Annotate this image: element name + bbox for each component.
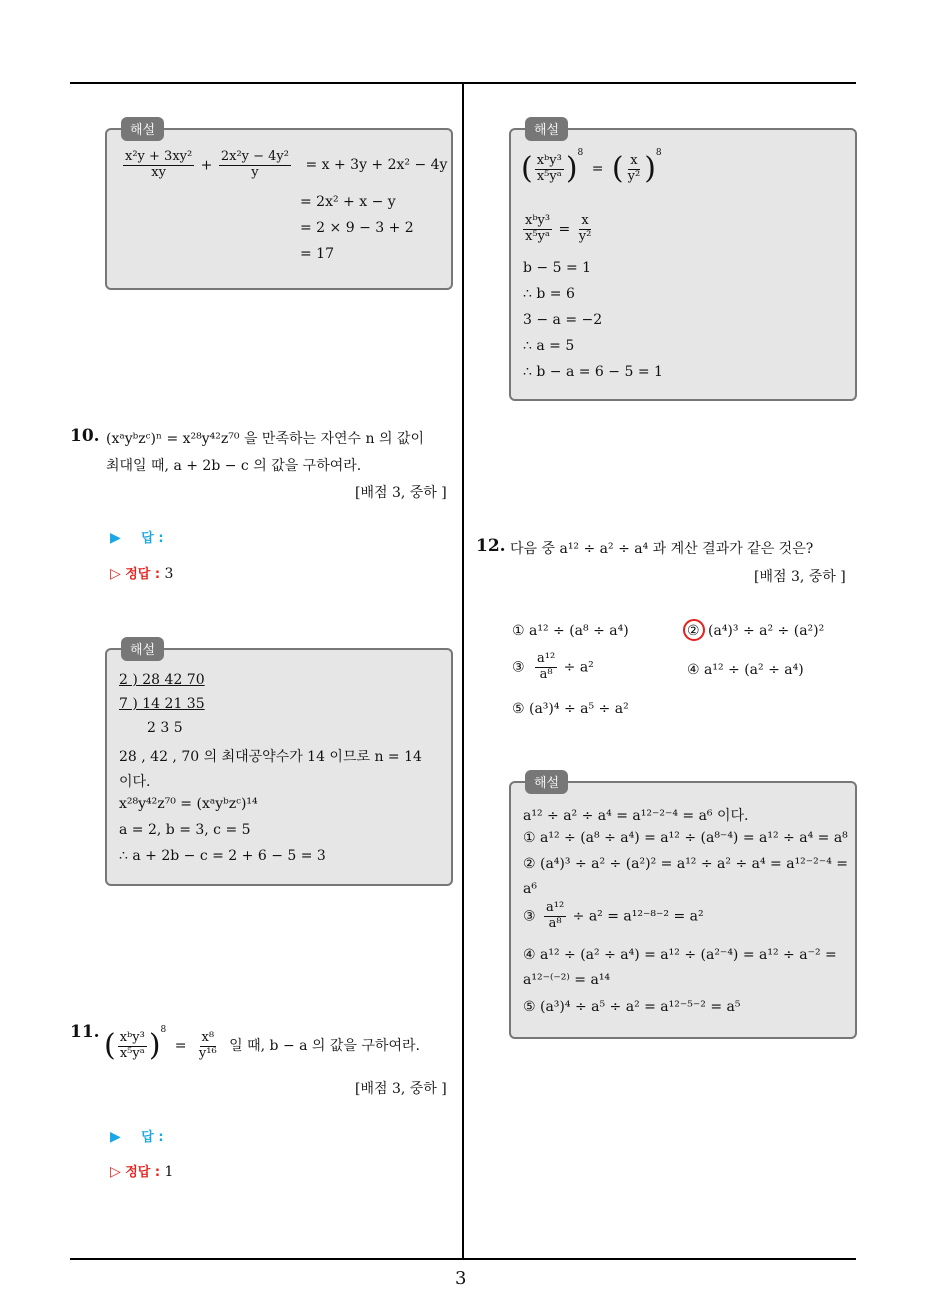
question-11-points: [배점 3, 중하 ] (355, 1081, 447, 1097)
fraction: $\frac{x}{\text{y²}}$ (627, 152, 641, 184)
option-4[interactable]: ④ a¹² ÷ (a² ÷ a⁴) (687, 662, 804, 678)
correct-label: 정답 : (125, 567, 161, 582)
solution-q11-line-5: 3 − a = −2 (523, 312, 603, 328)
solution-q11-line-2: $\frac{\text{xᵇy³}}{\text{x⁵yᵃ}}$ = $\frac{x}{\text{y²}}$ (525, 213, 592, 244)
correct-value: 3 (164, 566, 174, 582)
fraction: $\frac{x}{\text{y²}}$ (578, 213, 592, 244)
fraction: $\frac{\text{xᵇy³}}{\text{x⁵yᵃ}}$ (536, 152, 562, 184)
solution-q12-line-5: ③ $\frac{\text{a¹²}}{\text{a⁸}}$ ÷ a² = a¹²⁻⁸⁻² = a² (523, 900, 704, 931)
option-3[interactable]: ③ $\frac{\text{a¹²}}{\text{a⁸}}$ ÷ a² (512, 651, 594, 682)
question-11-text: ( $\frac{\text{xᵇy³}}{\text{x⁵yᵃ}}$ )$^8$ = $\frac{\text{x⁸}}{\text{y¹⁶}}$ 일 때, b − a 의 값을 구하여라. (104, 1025, 420, 1063)
outline-arrow-icon: ▷ (110, 566, 121, 582)
solution-q11-line-1: ( $\frac{\text{xᵇy³}}{\text{x⁵yᵃ}}$ )$^8$ = ( $\frac{x}{\text{y²}}$ )$^8$ (521, 148, 662, 186)
solution-q12-line-8: ⑤ (a³)⁴ ÷ a⁵ ÷ a² = a¹²⁻⁵⁻² = a⁵ (523, 999, 741, 1015)
solution-tab: 해설 (121, 637, 164, 661)
fraction: $\frac{\text{2x²y − 4y²}}{y}$ (220, 149, 289, 180)
fraction: $\frac{\text{a¹²}}{\text{a⁸}}$ (537, 651, 556, 682)
solution-box-q12 (509, 776, 857, 1039)
fraction: $\frac{\text{xᵇy³}}{\text{x⁵yᵃ}}$ (525, 213, 551, 244)
solution-tab: 해설 (525, 770, 568, 794)
fraction: $\frac{\text{x⁸}}{\text{y¹⁶}}$ (198, 1029, 217, 1061)
solution-q10-line-3: x²⁸y⁴²z⁷⁰ = (xᵃyᵇzᶜ)¹⁴ (119, 796, 258, 812)
fraction: $\frac{\text{x²y + 3xy²}}{xy}$ (125, 149, 193, 180)
solution-box-q10 (105, 643, 453, 886)
question-12-points: [배점 3, 중하 ] (754, 569, 846, 585)
option-2-mark: ② (687, 623, 700, 639)
solution-q12-line-1: a¹² ÷ a² ÷ a⁴ = a¹²⁻²⁻⁴ = a⁶ 이다. (523, 808, 749, 824)
solution-box-q11 (509, 123, 857, 401)
answer-row-q11 (110, 1126, 164, 1145)
solution-q12-line-2: ① a¹² ÷ (a⁸ ÷ a⁴) = a¹² ÷ (a⁸⁻⁴) = a¹² ÷ a⁴ = a⁸ (523, 830, 848, 846)
solution-tab: 해설 (121, 117, 164, 141)
fraction: $\frac{\text{xᵇy³}}{\text{x⁵yᵃ}}$ (119, 1029, 145, 1061)
solution-q9-line-2: = 2x² + x − y (300, 194, 396, 210)
correct-row-q10 (110, 563, 173, 582)
answer-label: 답 : (141, 531, 164, 546)
solution-q11-line-3: b − 5 = 1 (523, 260, 592, 276)
correct-label: 정답 : (125, 1165, 161, 1180)
division-row-2: 7 ) 14 21 35 (119, 696, 205, 712)
outline-arrow-icon: ▷ (110, 1164, 121, 1180)
solution-q10-line-5: ∴ a + 2b − c = 2 + 6 − 5 = 3 (119, 848, 326, 864)
answer-label: 답 : (141, 1130, 164, 1145)
question-12-text: 다음 중 a¹² ÷ a² ÷ a⁴ 과 계산 결과가 같은 것은? (510, 541, 814, 557)
question-10-text-2: 최대일 때, a + 2b − c 의 값을 구하여라. (106, 458, 362, 474)
division-row-3: 2 3 5 (147, 720, 183, 736)
option-2-text: (a⁴)³ ÷ a² ÷ (a²)² (708, 623, 825, 639)
solution-q9-line-3: = 2 × 9 − 3 + 2 (300, 220, 414, 236)
solution-q11-line-6: ∴ a = 5 (523, 338, 575, 354)
question-10-text-1: (xᵃyᵇzᶜ)ⁿ = x²⁸y⁴²z⁷⁰ 을 만족하는 자연수 n 의 값이 (106, 431, 424, 447)
solution-q9-line-4: = 17 (300, 246, 334, 262)
column-divider (462, 82, 464, 1260)
division-row-1: 2 ) 28 42 70 (119, 672, 205, 688)
question-number-10: 10. (70, 426, 100, 446)
solution-q12-line-6: ④ a¹² ÷ (a² ÷ a⁴) = a¹² ÷ (a²⁻⁴) = a¹² ÷ a⁻² = (523, 947, 837, 963)
question-number-12: 12. (476, 536, 506, 556)
correct-value: 1 (164, 1164, 174, 1180)
solution-q10-line-1: 28 , 42 , 70 의 최대공약수가 14 이므로 n = 14 (119, 749, 422, 765)
page-number: 3 (455, 1268, 467, 1289)
play-arrow-icon: ▶ (110, 530, 121, 546)
answer-row-q10 (110, 527, 164, 546)
correct-row-q11 (110, 1161, 173, 1180)
solution-q10-line-4: a = 2, b = 3, c = 5 (119, 822, 251, 838)
solution-tab: 해설 (525, 117, 568, 141)
solution-q11-line-4: ∴ b = 6 (523, 286, 575, 302)
option-2[interactable] (687, 623, 824, 639)
fraction: $\frac{\text{a¹²}}{\text{a⁸}}$ (546, 900, 565, 931)
question-number-11: 11. (70, 1022, 100, 1042)
solution-q12-line-7: a¹²⁻⁽⁻²⁾ = a¹⁴ (523, 972, 611, 988)
solution-q12-line-4: a⁶ (523, 881, 537, 897)
play-arrow-icon: ▶ (110, 1129, 121, 1145)
solution-q12-line-3: ② (a⁴)³ ÷ a² ÷ (a²)² = a¹² ÷ a² ÷ a⁴ = a¹²⁻²⁻⁴ = (523, 856, 848, 872)
option-1[interactable]: ① a¹² ÷ (a⁸ ÷ a⁴) (512, 623, 629, 639)
bottom-rule (70, 1258, 856, 1260)
solution-q10-line-2: 이다. (119, 774, 151, 790)
question-10-points: [배점 3, 중하 ] (355, 485, 447, 501)
option-5[interactable]: ⑤ (a³)⁴ ÷ a⁵ ÷ a² (512, 701, 629, 717)
solution-box-q9 (105, 123, 453, 290)
solution-q11-line-7: ∴ b − a = 6 − 5 = 1 (523, 364, 663, 380)
solution-q9-line-1: $\frac{\text{x²y + 3xy²}}{xy}$ + $\frac{\text{2x²y − 4y²}}{y}$ = x + 3y + 2x² − 4y (125, 149, 448, 180)
